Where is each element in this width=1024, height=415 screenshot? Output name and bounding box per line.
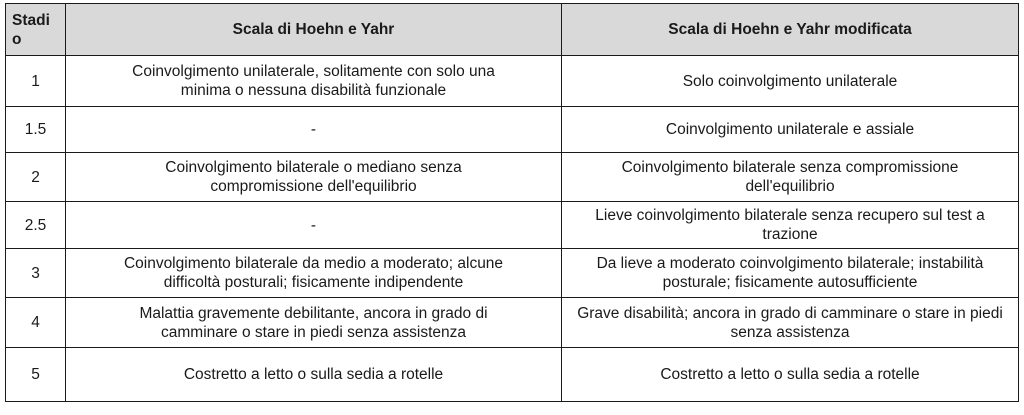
table-row [6,348,1019,402]
hy-cell: Coinvolgimento unilaterale, solitamente con solo una minima o nessuna disabilità funzionale [66,56,562,107]
stage-cell: 3 [6,249,66,298]
hy-cell: Costretto a letto o sulla sedia a rotelle [66,348,562,402]
table-row [6,153,1019,202]
table-row [6,56,1019,107]
header-stage [6,4,66,56]
hy-cell: - [66,107,562,153]
hy-mod-cell: Lieve coinvolgimento bilaterale senza recupero sul test a trazione [562,202,1019,249]
hy-mod-cell: Coinvolgimento bilaterale senza compromissione dell'equilibrio [562,153,1019,202]
hy-cell: Malattia gravemente debilitante, ancora in grado di camminare o stare in piedi senza assistenza [66,298,562,348]
stage-cell: 2.5 [6,202,66,249]
stage-cell: 2 [6,153,66,202]
hy-mod-cell: Da lieve a moderato coinvolgimento bilaterale; instabilità posturale; fisicamente autosufficiente [562,249,1019,298]
stage-cell: 1 [6,56,66,107]
hy-mod-cell: Solo coinvolgimento unilaterale [562,56,1019,107]
stage-cell: 4 [6,298,66,348]
hy-mod-cell: Grave disabilità; ancora in grado di camminare o stare in piedi senza assistenza [562,298,1019,348]
header-stage-line2: o [12,30,22,48]
header-hoehn-yahr: Scala di Hoehn e Yahr [66,4,562,56]
hy-mod-cell: Costretto a letto o sulla sedia a rotelle [562,348,1019,402]
header-hoehn-yahr-modified: Scala di Hoehn e Yahr modificata [562,4,1019,56]
header-stage-line1: Stadi [12,11,50,29]
stage-cell: 5 [6,348,66,402]
table-container [5,3,1019,402]
hy-cell: - [66,202,562,249]
table-row [6,107,1019,153]
table-row [6,298,1019,348]
table-row [6,202,1019,249]
header-row [6,4,1019,56]
hy-cell: Coinvolgimento bilaterale da medio a moderato; alcune difficoltà posturali; fisicamente indipendente [66,249,562,298]
stage-cell: 1.5 [6,107,66,153]
hy-cell: Coinvolgimento bilaterale o mediano senza compromissione dell'equilibrio [66,153,562,202]
hy-mod-cell: Coinvolgimento unilaterale e assiale [562,107,1019,153]
hoehn-yahr-table [5,3,1019,402]
table-row [6,249,1019,298]
